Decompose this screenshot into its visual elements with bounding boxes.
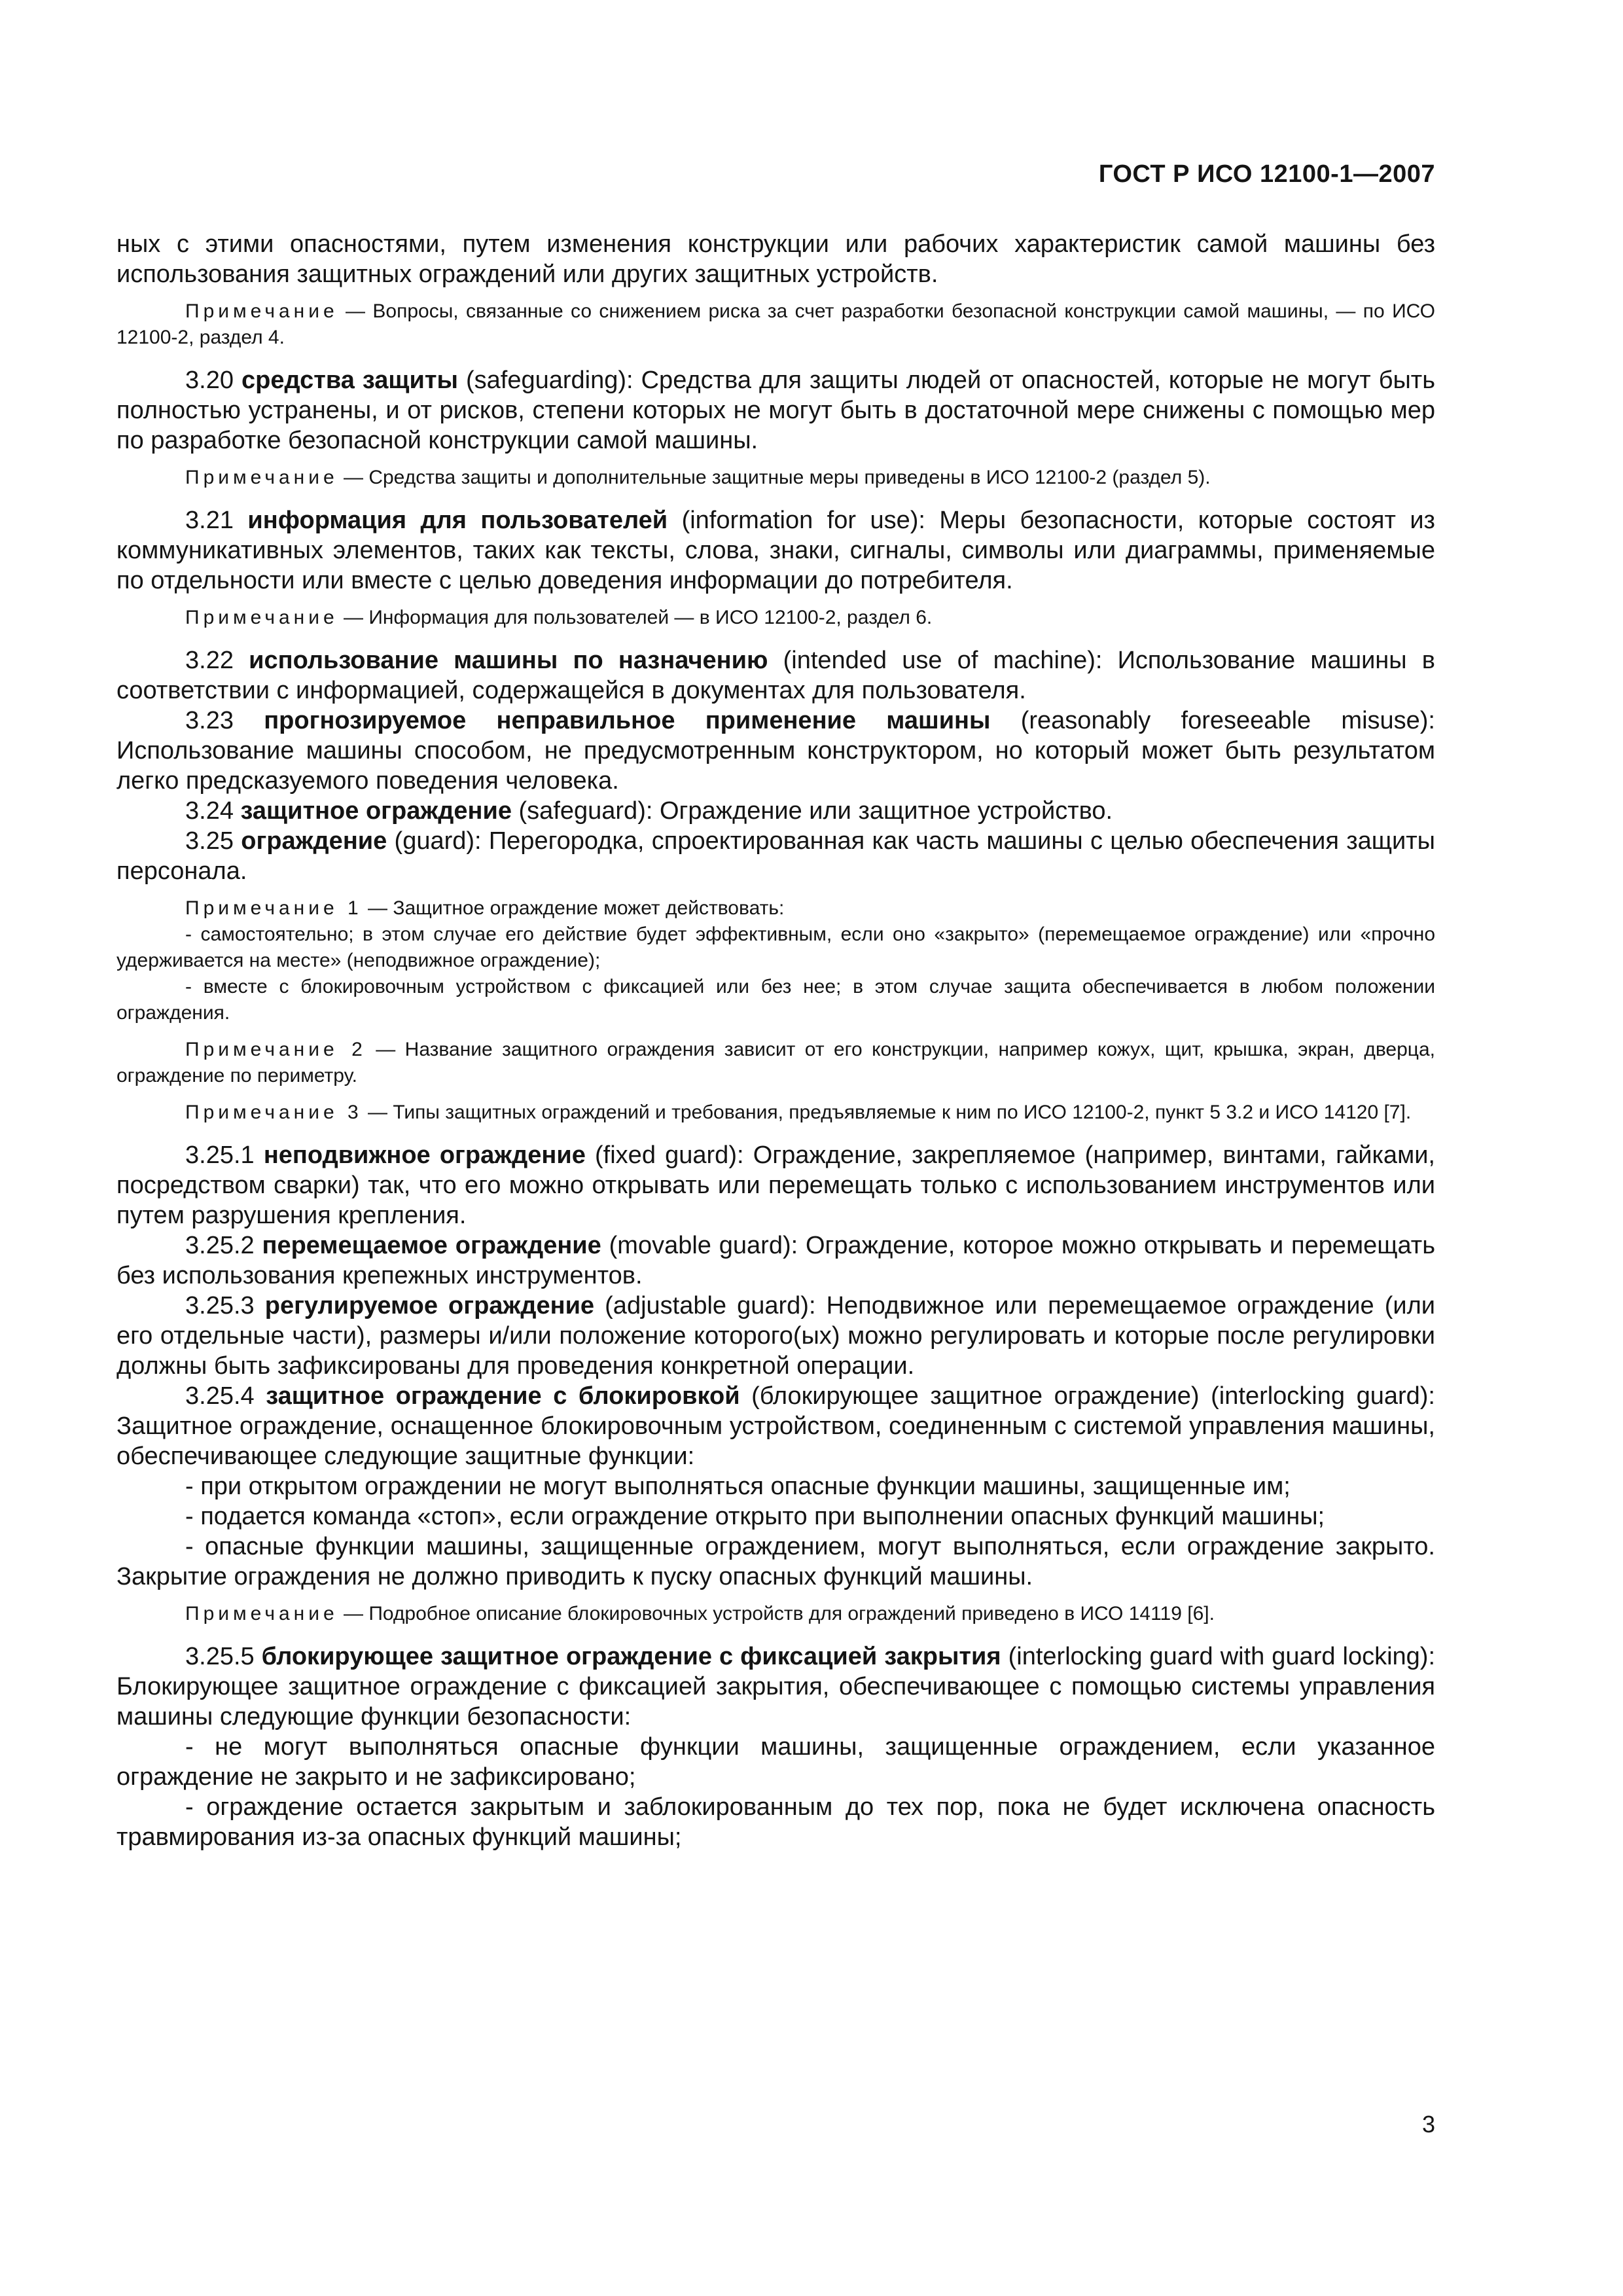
clause-number: 3.25 [185,827,241,855]
clause-text: (guard): Перегородка, спроектированная как часть машины с целью обеспечения защиты персонала. [116,827,1435,885]
note-lead: Примечание [185,607,338,628]
clause-text: (adjustable guard): Неподвижное или перемещаемое ограждение (или его отдельные части), размеры и/или положение которого(ых) можно регулировать и которые после регулировки должны быть зафиксированы для проведения конкретной операции. [116,1292,1435,1380]
clause-text: (fixed guard): Ограждение, закрепляемое (например, винтами, гайками, посредством сварки) так, что его можно открывать или перемещать только с использованием инструментов или путем разрушения крепления. [116,1141,1435,1229]
clause-number: 3.25.4 [185,1382,266,1410]
note-text: — Информация для пользователей — в ИСО 12100-2, раздел 6. [338,607,933,628]
note-3-25-1 [116,895,1435,922]
note-text: — Защитное ограждение может действовать: [362,897,785,919]
clause-term: регулируемое ограждение [264,1292,595,1319]
intro-paragraph: ных с этими опасностями, путем изменения конструкции или рабочих характеристик самой машины без использования защитных ограждений или других защитных устройств. [116,230,1435,288]
clause-term: информация для пользователей [247,507,668,534]
page-number: 3 [1421,2111,1435,2138]
document-page [116,0,1435,2296]
list-item: - подается команда «стоп», если ограждение открыто при выполнении опасных функций машины; [185,1503,1325,1530]
note-text: — Средства защиты и дополнительные защитные меры приведены в ИСО 12100-2 (раздел 5). [338,467,1211,488]
note-lead: Примечание [185,300,338,322]
note-lead: Примечание 3 [185,1102,363,1123]
clause-term: защитное ограждение [240,797,512,825]
clause-term: блокирующее защитное ограждение с фиксацией закрытия [261,1643,1001,1670]
clause-number: 3.24 [185,797,241,825]
clause-3-25-2 [116,1230,1435,1291]
clause-3-25 [116,826,1435,886]
note-3-21 [116,605,1435,631]
clause-term: средства защиты [241,367,458,394]
clause-3-23 [116,706,1435,796]
clause-term: неподвижное ограждение [263,1141,586,1169]
note-lead: Примечание 1 [185,897,363,919]
note-text: — Вопросы, связанные со снижением риска за счет разработки безопасной конструкции самой машины, — по ИСО 12100-2, раздел 4. [116,300,1435,348]
list-item: - при открытом ограждении не могут выполняться опасные функции машины, защищенные им; [185,1473,1291,1500]
clause-term: прогнозируемое неправильное применение машины [264,707,991,734]
clause-number: 3.20 [185,367,242,394]
clause-text: (reasonably foreseeable misuse): Использование машины способом, не предусмотренным конструктором, но который может быть результатом легко предсказуемого поведения человека. [116,707,1435,795]
clause-3-21 [116,505,1435,596]
clause-number: 3.25.2 [185,1232,262,1259]
list-item: - опасные функции машины, защищенные ограждением, могут выполняться, если ограждение закрыто. Закрытие ограждения не должно приводить к пуску опасных функций машины. [116,1533,1435,1590]
clause-text: (information for use): Меры безопасности, которые состоят из коммуникативных элементов, таких как тексты, слова, знаки, сигналы, символы или диаграммы, применяемые по отдельности или вместе с целью доведения информации до потребителя. [116,507,1435,594]
note-3-25-3 [116,1100,1435,1126]
note-3-20 [116,465,1435,491]
note-lead: Примечание 2 [185,1039,366,1060]
clause-3-25-1 [116,1140,1435,1230]
clause-text: (safeguarding): Средства для защиты людей от опасностей, которые не могут быть полностью устранены, и от рисков, степени которых не могут быть в достаточной мере снижены с помощью мер по разработке безопасной конструкции самой машины. [116,367,1435,454]
clause-text: (блокирующее защитное ограждение) (interlocking guard): Защитное ограждение, оснащенное блокировочным устройством, соединенным с системой управления машины, обеспечивающее следующие защитные функции: [116,1382,1435,1470]
page-content [116,229,1435,1852]
note-list-item: - самостоятельно; в этом случае его действие будет эффективным, если оно «закрыто» (перемещаемое ограждение) или «прочно удерживается на месте» (неподвижное ограждение); [116,924,1435,971]
note-intro [116,298,1435,351]
clause-3-22 [116,645,1435,706]
clause-term: защитное ограждение с блокировкой [266,1382,740,1410]
clause-term: перемещаемое ограждение [262,1232,601,1259]
clause-text: (safeguard): Ограждение или защитное устройство. [511,797,1113,825]
note-text: — Типы защитных ограждений и требования, предъявляемые к ним по ИСО 12100-2, пункт 5 3.2 и ИСО 14120 [7]. [362,1102,1412,1123]
clause-3-20 [116,365,1435,456]
clause-number: 3.23 [185,707,264,734]
clause-text: (interlocking guard with guard locking): Блокирующее защитное ограждение с фиксацией закрытия, обеспечивающее с помощью системы управления машины следующие функции безопасности: [116,1643,1435,1731]
clause-number: 3.21 [185,507,248,534]
clause-3-24 [116,796,1435,826]
clause-3-25-3 [116,1291,1435,1381]
clause-number: 3.25.1 [185,1141,264,1169]
clause-text: (movable guard): Ограждение, которое можно открывать и перемещать без использования крепежных инструментов. [116,1232,1435,1289]
clause-term: ограждение [241,827,387,855]
list-item: - ограждение остается закрытым и заблокированным до тех пор, пока не будет исключена опасность травмирования из-за опасных функций машины; [116,1793,1435,1851]
note-lead: Примечание [185,1603,338,1624]
clause-number: 3.22 [185,647,249,674]
note-lead: Примечание [185,467,338,488]
note-3-25-2 [116,1037,1435,1089]
clause-3-25-5 [116,1641,1435,1732]
list-item: - не могут выполняться опасные функции машины, защищенные ограждением, если указанное ограждение не закрыто и не зафиксировано; [116,1733,1435,1791]
note-list-item: - вместе с блокировочным устройством с фиксацией или без нее; в этом случае защита обеспечивается в любом положении ограждения. [116,976,1435,1024]
clause-3-25-4 [116,1381,1435,1471]
document-code: ГОСТ Р ИСО 12100-1—2007 [1098,160,1435,188]
note-3-25-4 [116,1601,1435,1627]
note-text: — Подробное описание блокировочных устройств для ограждений приведено в ИСО 14119 [6]. [338,1603,1215,1624]
clause-term: использование машины по назначению [249,647,768,674]
clause-number: 3.25.5 [185,1643,262,1670]
clause-number: 3.25.3 [185,1292,265,1319]
clause-text: (intended use of machine): Использование машины в соответствии с информацией, содержащейся в документах для пользователя. [116,647,1435,704]
note-text: — Название защитного ограждения зависит от его конструкции, например кожух, щит, крышка, экран, дверца, ограждение по периметру. [116,1039,1435,1086]
